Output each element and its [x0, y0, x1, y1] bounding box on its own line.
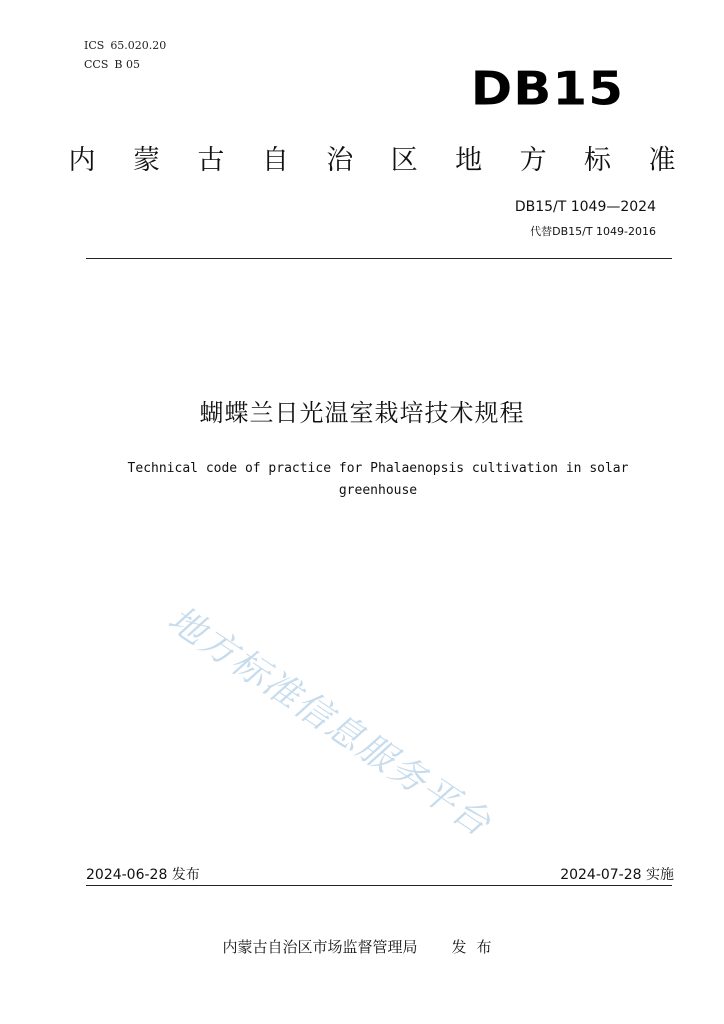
ics-label: ICS: [84, 39, 105, 52]
release-date: 2024-06-28 发布: [86, 867, 200, 883]
issuer-char: 古: [197, 145, 225, 176]
issuer-title: [62, 138, 682, 177]
title-english: Technical code of practice for Phalaenopsis cultivation in solar greenhouse: [127, 461, 629, 498]
db15-logo: DB15: [470, 62, 624, 116]
issuer-char: 方: [519, 145, 547, 176]
publisher-line: [0, 936, 724, 957]
ccs-code-line: [84, 55, 166, 74]
issuer-char: 蒙: [132, 145, 160, 176]
top-divider: [86, 258, 672, 259]
issuer-char: 内: [68, 145, 96, 176]
implementation-date: 2024-07-28 实施: [560, 867, 674, 883]
issuer-char: 自: [261, 145, 289, 176]
ccs-code: B 05: [114, 58, 140, 71]
issuer-char: 标: [584, 145, 611, 176]
issuer-char: 区: [390, 145, 418, 176]
bottom-divider: [86, 885, 672, 886]
issuer-char: 准: [648, 145, 676, 176]
issuer-char: 地: [455, 145, 483, 176]
replaced-standard: 代替DB15/T 1049-2016: [530, 225, 656, 238]
ics-code-line: [84, 36, 166, 55]
ics-code: 65.020.20: [110, 39, 167, 52]
watermark: 地方标准信息服务平台: [160, 598, 499, 846]
publisher-action: 发布: [451, 938, 502, 956]
classification-codes: [84, 36, 166, 74]
title-chinese: 蝴蝶兰日光温室栽培技术规程: [199, 399, 525, 427]
issuer-char: 治: [326, 145, 354, 176]
standard-number: DB15/T 1049—2024: [514, 199, 656, 215]
ccs-label: CCS: [84, 58, 109, 71]
publisher-name: 内蒙古自治区市场监督管理局: [222, 938, 418, 956]
